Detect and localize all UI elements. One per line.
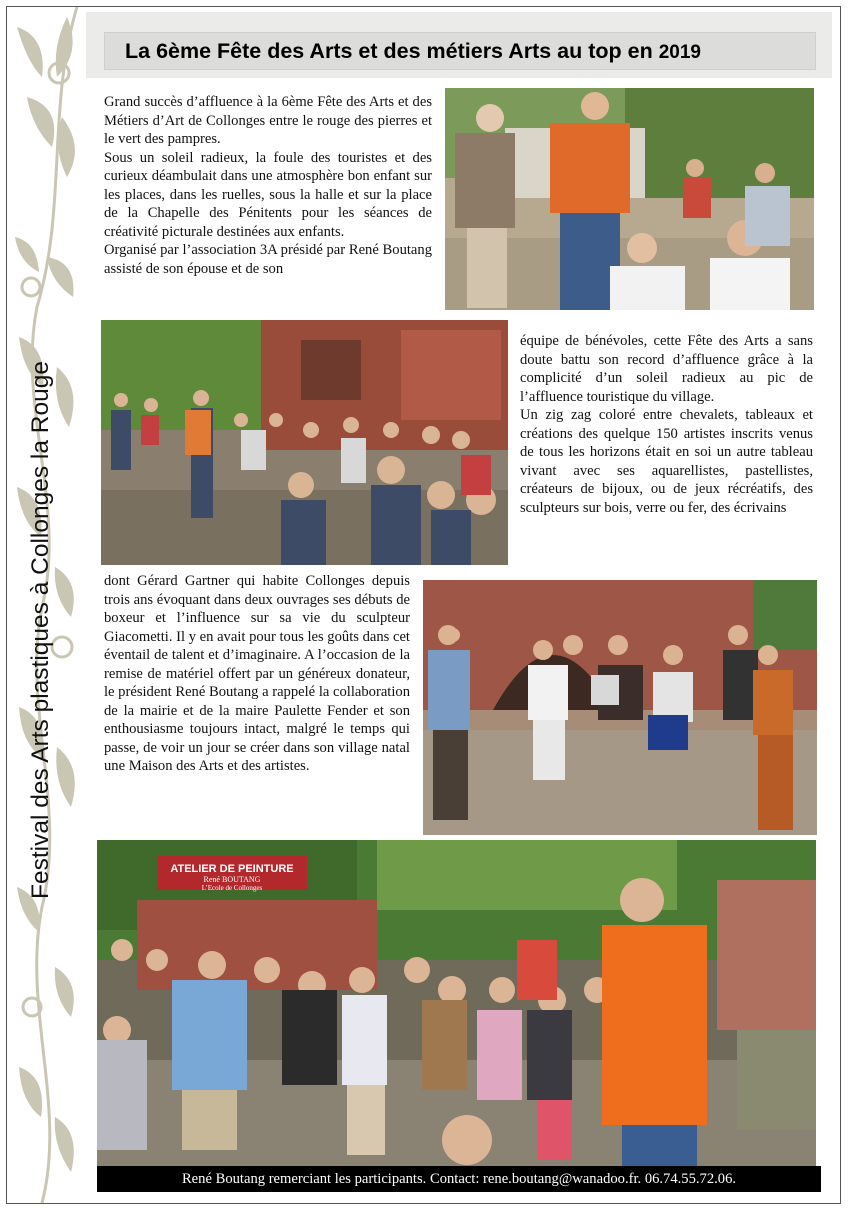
sign-line-3: L’Ecole de Collonges xyxy=(201,884,263,892)
photo-rene-boutang-speech xyxy=(97,840,816,1166)
paragraph: dont Gérard Gartner qui habite Collonges depuis trois ans évoquant dans deux ouvrages ses débuts de boxeur et l’influence sur sa vie du sculpteur Giacometti. Il y en avait pour tous les goûts dans cet éventail de talent et d’imaginaire. A l’occasion de la remise de matériel offert par un généreux donateur, le président René Boutang a rappelé la collaboration de la mairie et de la maire Paulette Fender et son enthousiasme toujours intact, malgré le temps qui passe, de voir un jour se créer dans son village natal une Maison des Arts et des artistes. xyxy=(104,573,410,774)
headline xyxy=(104,32,816,70)
sign-line-2: René BOUTANG xyxy=(203,875,261,884)
paragraph: équipe de bénévoles, cette Fête des Arts a sans doute battu son record d’affluence grâce à la complicité d’un soleil radieux au pic de l’affluence touristique du village. xyxy=(520,333,813,405)
headline-text xyxy=(125,39,701,64)
headline-year: 2019 xyxy=(658,42,701,63)
photo-caption: René Boutang remerciant les participants. Contact: rene.boutang@wanadoo.fr. 06.74.55.72.06. xyxy=(97,1166,821,1192)
sign-line-1: ATELIER DE PEINTURE xyxy=(170,863,294,875)
photo-crowd-square xyxy=(101,320,508,565)
paragraph: Organisé par l’association 3A présidé par René Boutang assisté de son épouse et de son xyxy=(104,242,432,277)
headline-title: La 6ème Fête des Arts et des métiers Arts au top en xyxy=(125,39,653,63)
paragraph: Grand succès d’affluence à la 6ème Fête des Arts et des Métiers d’Art de Collonges entre le rouge des pierres et le vert des pampres. xyxy=(104,94,432,147)
article-block-2 xyxy=(520,332,813,517)
article-block-1 xyxy=(104,93,432,278)
photo-visitors-seated xyxy=(445,88,814,310)
paragraph: Sous un soleil radieux, la foule des touristes et des curieux déambulait dans une atmosphère bon enfant sur les places, dans les ruelles, sous la halle et sur la place de la Chapelle des Pénitents pour les séances de créativité picturale destinées aux enfants. xyxy=(104,149,432,240)
vertical-title-text: Festival des Arts plastiques à Collonges la Rouge xyxy=(27,361,54,899)
paragraph: Un zig zag coloré entre chevalets, tableaux et créations des quelque 150 artistes inscrits venus de tous les horizons était en soi un autre tableau vivant avec ses aquarellistes, pastellistes, créateurs de bijoux, ou de jeux récréatifs, des sculpteurs sur bois, verre ou fer, des écrivains xyxy=(520,407,813,516)
photo-musicians xyxy=(423,580,817,835)
article-block-3 xyxy=(104,572,410,776)
